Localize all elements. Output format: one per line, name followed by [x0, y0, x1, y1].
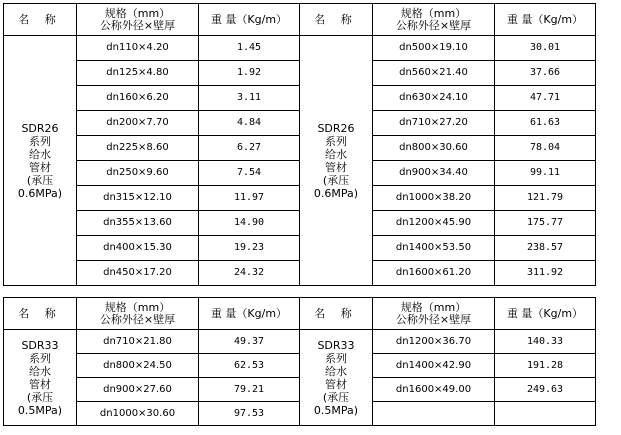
table-row [4, 36, 596, 61]
spec-cell: dn710×27.20 [373, 111, 495, 136]
category-line: 给水 [29, 364, 51, 378]
spec-cell: dn1600×49.00 [373, 378, 495, 402]
weight-header: 重 量（Kg/m） [199, 298, 300, 330]
spec-cell: dn500×19.10 [373, 36, 495, 61]
weight-cell: 24.32 [199, 261, 300, 286]
spec-cell: dn160×6.20 [77, 86, 199, 111]
weight-header: 重 量（Kg/m） [199, 4, 300, 36]
weight-cell: 191.28 [495, 354, 596, 378]
spec-cell: dn355×13.60 [77, 211, 199, 236]
weight-header: 重 量（Kg/m） [495, 4, 596, 36]
spec-cell: dn1200×45.90 [373, 211, 495, 236]
weight-cell [495, 402, 596, 426]
category-line: (承压 [322, 390, 350, 404]
category-line: SDR33 [317, 338, 355, 352]
weight-cell: 7.54 [199, 161, 300, 186]
spec-cell: dn800×24.50 [77, 354, 199, 378]
spec-cell: dn1600×61.20 [373, 261, 495, 286]
spec-cell: dn1000×30.60 [77, 402, 199, 426]
weight-cell: 6.27 [199, 136, 300, 161]
weight-cell: 62.53 [199, 354, 300, 378]
weight-cell: 37.66 [495, 61, 596, 86]
category-cell [300, 330, 373, 426]
sdr33-table [3, 297, 596, 426]
weight-header: 重 量（Kg/m） [495, 298, 596, 330]
weight-cell: 49.37 [199, 330, 300, 354]
category-line: SDR26 [317, 121, 355, 135]
weight-cell: 11.97 [199, 186, 300, 211]
weight-cell: 99.11 [495, 161, 596, 186]
weight-cell: 78.04 [495, 136, 596, 161]
spec-cell: dn225×8.60 [77, 136, 199, 161]
sdr26-table [3, 3, 596, 286]
category-line: 系列 [325, 351, 347, 365]
category-line: (承压 [26, 390, 54, 404]
weight-cell: 238.57 [495, 236, 596, 261]
weight-cell: 1.45 [199, 36, 300, 61]
category-line: 0.5MPa) [313, 403, 359, 417]
category-line: SDR26 [21, 121, 59, 135]
spec-cell: dn110×4.20 [77, 36, 199, 61]
weight-cell: 30.01 [495, 36, 596, 61]
weight-cell: 61.63 [495, 111, 596, 136]
weight-cell: 140.33 [495, 330, 596, 354]
category-line: 管材 [29, 377, 51, 391]
spec-cell: dn900×27.60 [77, 378, 199, 402]
spec-cell: dn315×12.10 [77, 186, 199, 211]
spec-cell: dn710×21.80 [77, 330, 199, 354]
category-cell [4, 330, 77, 426]
spec-header: 规格（mm） 公称外径×壁厚 [373, 4, 495, 36]
spec-cell: dn1000×38.20 [373, 186, 495, 211]
weight-cell: 311.92 [495, 261, 596, 286]
spec-cell: dn1200×36.70 [373, 330, 495, 354]
weight-cell: 19.23 [199, 236, 300, 261]
weight-cell: 1.92 [199, 61, 300, 86]
spec-cell: dn1400×53.50 [373, 236, 495, 261]
spec-cell: dn450×17.20 [77, 261, 199, 286]
spec-header: 规格（mm） 公称外径×壁厚 [373, 298, 495, 330]
spec-header: 规格（mm） 公称外径×壁厚 [77, 298, 199, 330]
spec-cell: dn125×4.80 [77, 61, 199, 86]
category-line: 管材 [325, 160, 347, 174]
spec-cell: dn560×21.40 [373, 61, 495, 86]
spec-cell: dn800×30.60 [373, 136, 495, 161]
category-line: 0.6MPa) [313, 186, 359, 200]
weight-cell: 47.71 [495, 86, 596, 111]
category-line: 给水 [325, 364, 347, 378]
weight-cell: 4.84 [199, 111, 300, 136]
spec-cell: dn900×34.40 [373, 161, 495, 186]
weight-cell: 14.90 [199, 211, 300, 236]
category-line: (承压 [322, 173, 350, 187]
spec-cell [373, 402, 495, 426]
category-cell [4, 36, 77, 286]
category-line: 0.5MPa) [17, 403, 63, 417]
category-line: 给水 [29, 147, 51, 161]
name-header: 名 称 [4, 298, 77, 330]
weight-cell: 79.21 [199, 378, 300, 402]
category-line: 管材 [29, 160, 51, 174]
name-header: 名 称 [4, 4, 77, 36]
name-header: 名 称 [300, 4, 373, 36]
category-line: SDR33 [21, 338, 59, 352]
spec-cell: dn200×7.70 [77, 111, 199, 136]
spec-header: 规格（mm） 公称外径×壁厚 [77, 4, 199, 36]
weight-cell: 121.79 [495, 186, 596, 211]
spec-cell: dn400×15.30 [77, 236, 199, 261]
category-line: 系列 [29, 351, 51, 365]
name-header: 名 称 [300, 298, 373, 330]
category-line: 系列 [325, 134, 347, 148]
spec-cell: dn630×24.10 [373, 86, 495, 111]
category-line: 管材 [325, 377, 347, 391]
category-line: 给水 [325, 147, 347, 161]
weight-cell: 97.53 [199, 402, 300, 426]
category-line: (承压 [26, 173, 54, 187]
spec-cell: dn250×9.60 [77, 161, 199, 186]
category-line: 系列 [29, 134, 51, 148]
category-cell [300, 36, 373, 286]
table-row [4, 330, 596, 354]
spec-cell: dn1400×42.90 [373, 354, 495, 378]
weight-cell: 3.11 [199, 86, 300, 111]
category-line: 0.6MPa) [17, 186, 63, 200]
weight-cell: 175.77 [495, 211, 596, 236]
weight-cell: 249.63 [495, 378, 596, 402]
